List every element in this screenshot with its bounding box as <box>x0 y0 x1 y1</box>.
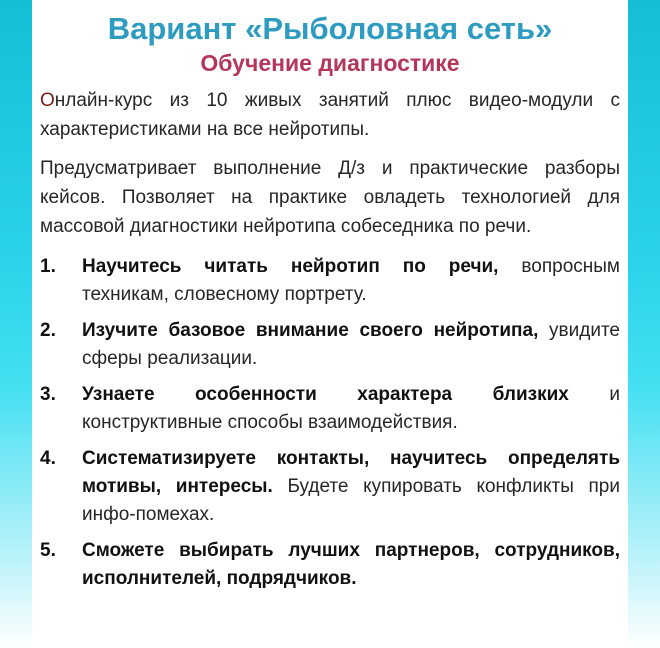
item-bold-text: Изучите базовое внимание своего нейротипа, <box>82 320 539 341</box>
item-number: 5. <box>40 540 56 561</box>
right-decorative-bar <box>628 0 660 648</box>
item-bold-text: Узнаете особенности характера близких <box>82 384 569 405</box>
intro-paragraph <box>40 86 620 144</box>
item-number: 3. <box>40 384 56 405</box>
item-number: 2. <box>40 320 56 341</box>
page-title: Вариант «Рыболовная сеть» <box>107 11 553 46</box>
page-subtitle: Обучение диагностике <box>200 50 460 76</box>
item-text: и конструктивные способы взаимодействия. <box>82 384 620 433</box>
benefits-list <box>40 253 620 593</box>
item-text: Будете купировать конфликты при инфо-помехах. <box>82 476 620 525</box>
content-card <box>32 0 628 648</box>
item-bold-text: Сможете выбирать лучших партнеров, сотрудников, исполнителей, подрядчиков. <box>82 540 620 589</box>
list-item <box>40 381 620 437</box>
list-item <box>40 537 620 593</box>
item-bold-text: Научитесь читать нейротип по речи, <box>82 256 499 277</box>
description-paragraph: Предусматривает выполнение Д/з и практические разборы кейсов. Позволяет на практике овладеть технологией для массовой диагностики нейротипа собеседника по речи. <box>40 158 620 237</box>
left-decorative-bar <box>0 0 32 648</box>
item-number: 4. <box>40 448 56 469</box>
item-text: вопросным техникам, словесному портрету. <box>82 256 620 305</box>
item-bold-text: Систематизируете контакты, научитесь определять мотивы, интересы. <box>82 448 620 497</box>
item-number: 1. <box>40 256 56 277</box>
list-item <box>40 445 620 529</box>
list-item <box>40 317 620 373</box>
list-item <box>40 253 620 309</box>
intro-first-letter: О <box>40 90 55 111</box>
item-text: увидите сферы реализации. <box>82 320 621 369</box>
intro-text: нлайн-курс из 10 живых занятий плюс видео-модули с характеристиками на все нейротипы. <box>40 90 620 140</box>
